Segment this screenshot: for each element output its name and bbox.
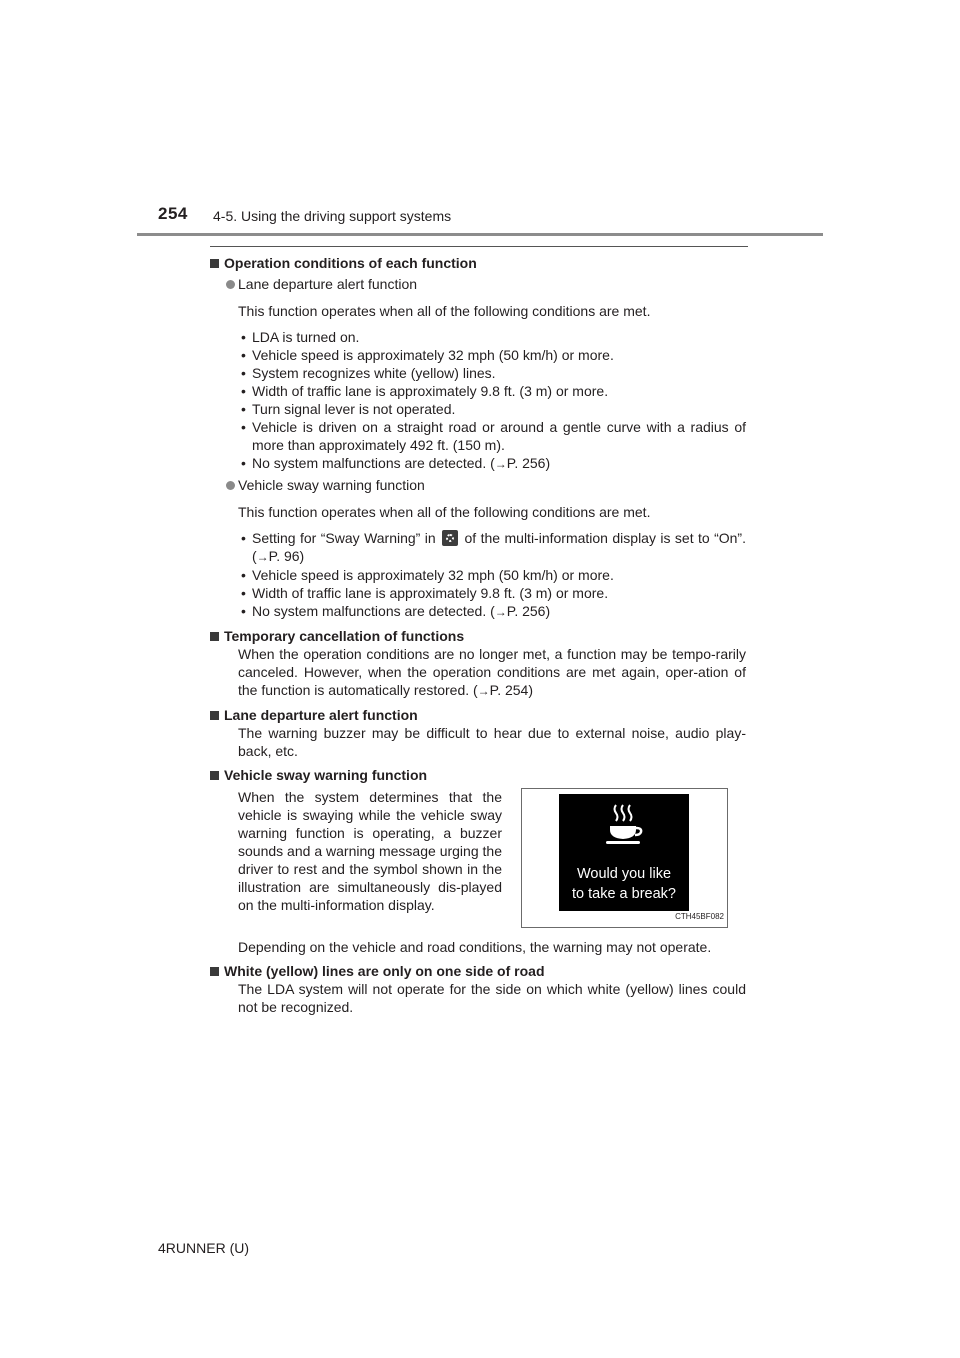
list-item: • Width of traffic lane is approximately 9.8 ft. (3 m) or more. bbox=[238, 382, 746, 400]
square-bullet-icon bbox=[210, 771, 219, 780]
one-side-body: The LDA system will not operate for the side on which white (yellow) lines could not be recognized. bbox=[238, 981, 746, 1015]
section-title: 4-5. Using the driving support systems bbox=[213, 208, 452, 224]
subheading-sway: Vehicle sway warning function bbox=[210, 476, 746, 494]
list-item: • No system malfunctions are detected. (→P. 256) bbox=[238, 454, 746, 473]
list-item: • Turn signal lever is not operated. bbox=[238, 400, 746, 418]
lda-conditions-list bbox=[210, 328, 746, 473]
sway-conditions-list bbox=[210, 529, 746, 621]
list-item: • Setting for “Sway Warning” in of the multi-information display is set to “On”. (→P. 96) bbox=[238, 529, 746, 566]
sway-note-row bbox=[210, 788, 746, 938]
header-divider bbox=[137, 233, 823, 236]
content-divider bbox=[210, 246, 748, 247]
list-item: • System recognizes white (yellow) lines. bbox=[238, 364, 746, 382]
list-item: • Vehicle speed is approximately 32 mph (50 km/h) or more. bbox=[238, 346, 746, 364]
sway-note-after: Depending on the vehicle and road conditions, the warning may not operate. bbox=[238, 939, 712, 955]
arrow-icon: → bbox=[494, 457, 507, 471]
page-number: 254 bbox=[158, 204, 188, 223]
circle-bullet-icon bbox=[226, 280, 235, 289]
sway-note-body: When the system determines that the vehicle is swaying while the vehicle sway warning function is operating, a buzzer sounds and a warning message urging the driver to rest and the symbol shown in the illustration are simultaneously dis-played on the multi-information display. bbox=[238, 789, 502, 913]
take-a-break-illustration bbox=[521, 788, 728, 928]
sway-intro: This function operates when all of the following conditions are met. bbox=[238, 504, 651, 520]
list-item: • Vehicle is driven on a straight road or around a gentle curve with a radius of more than approximately 492 ft. (150 m). bbox=[238, 418, 746, 454]
arrow-icon: → bbox=[477, 684, 490, 698]
square-bullet-icon bbox=[210, 632, 219, 641]
arrow-icon: → bbox=[256, 550, 269, 564]
list-item: • No system malfunctions are detected. (→P. 256) bbox=[238, 602, 746, 621]
lda-note-body: The warning buzzer may be difficult to hear due to external noise, audio play-back, etc. bbox=[238, 725, 746, 759]
heading-one-side: White (yellow) lines are only on one side of road bbox=[210, 962, 746, 980]
multi-information-display bbox=[559, 794, 689, 911]
square-bullet-icon bbox=[210, 711, 219, 720]
settings-gear-icon bbox=[442, 530, 458, 546]
heading-temporary-cancellation: Temporary cancellation of functions bbox=[210, 627, 746, 645]
lda-intro: This function operates when all of the following conditions are met. bbox=[238, 303, 651, 319]
break-message: Would you like to take a break? bbox=[572, 866, 676, 902]
square-bullet-icon bbox=[210, 259, 219, 268]
list-item: • Vehicle speed is approximately 32 mph (50 km/h) or more. bbox=[238, 566, 746, 584]
arrow-icon: → bbox=[494, 605, 507, 619]
page-reference: P. 256) bbox=[506, 603, 551, 619]
circle-bullet-icon bbox=[226, 481, 235, 490]
page-content bbox=[210, 254, 746, 1016]
figure-code: CTH45BF082 bbox=[675, 912, 724, 921]
coffee-cup-icon bbox=[603, 802, 645, 846]
page-reference: P. 256) bbox=[506, 455, 551, 471]
page-reference: P. 254) bbox=[489, 682, 534, 698]
square-bullet-icon bbox=[210, 967, 219, 976]
list-item: • Width of traffic lane is approximately 9.8 ft. (3 m) or more. bbox=[238, 584, 746, 602]
heading-lda-note: Lane departure alert function bbox=[210, 706, 746, 724]
heading-sway-note: Vehicle sway warning function bbox=[210, 766, 746, 784]
list-item: • LDA is turned on. bbox=[238, 328, 746, 346]
vehicle-model: 4RUNNER (U) bbox=[158, 1240, 249, 1256]
subheading-lda: Lane departure alert function bbox=[210, 275, 746, 293]
heading-operation-conditions: Operation conditions of each function bbox=[210, 254, 746, 272]
temporary-body: When the operation conditions are no longer met, a function may be tempo-rarily canceled. However, when the operation conditions are met again, oper-ation of the function is automatically restored. (→P. 254) bbox=[238, 646, 746, 698]
page-reference: P. 96) bbox=[268, 548, 305, 564]
